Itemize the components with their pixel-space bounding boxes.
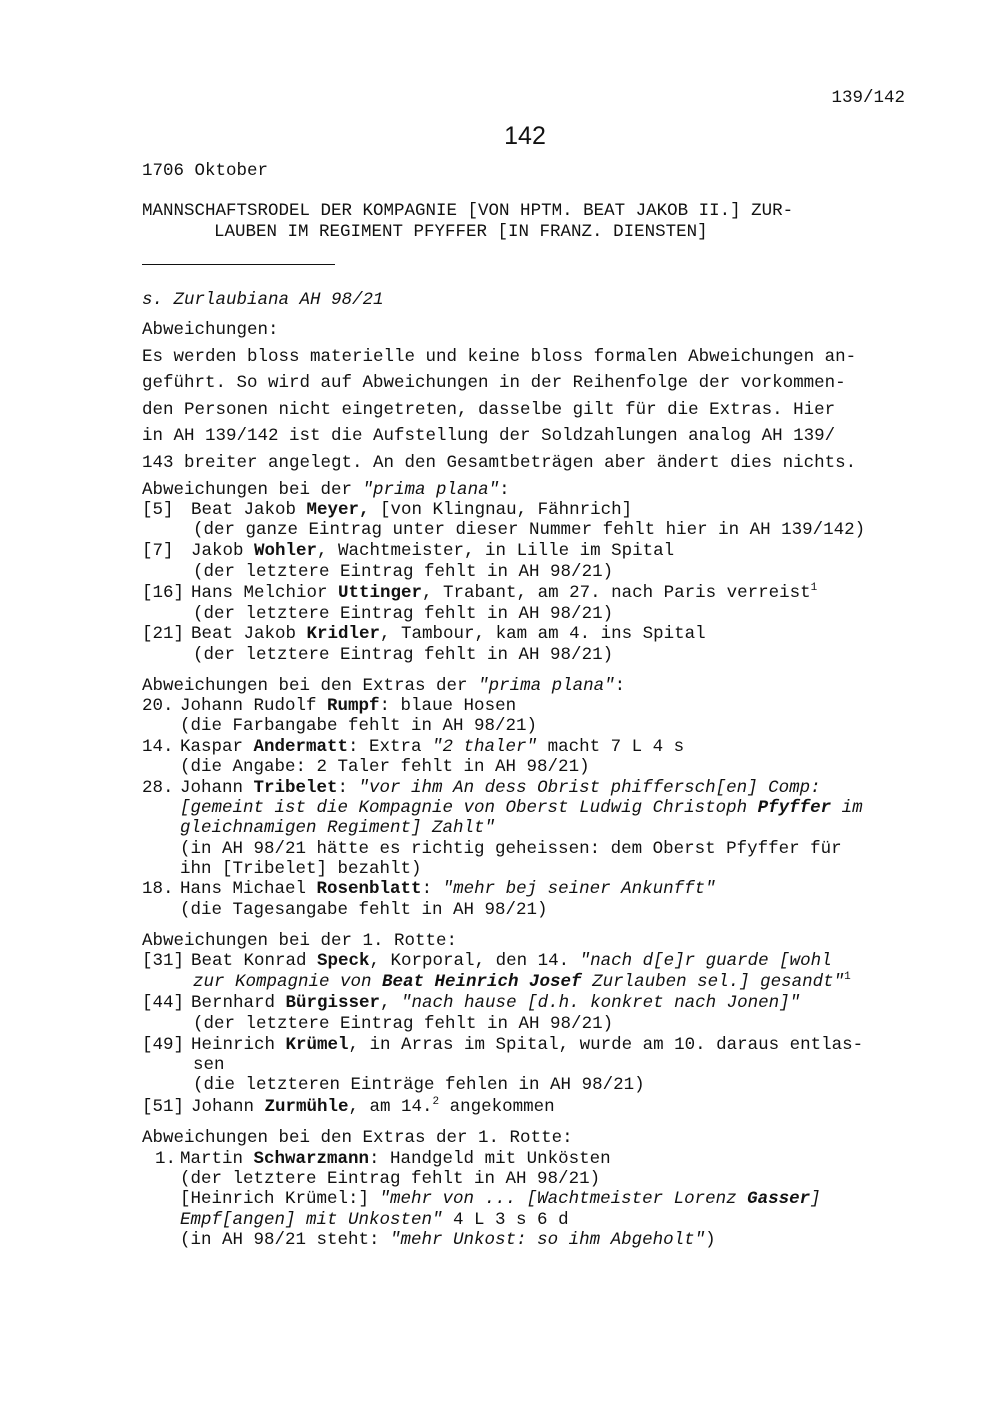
entry-7-note: (der letztere Eintrag fehlt in AH 98/21) xyxy=(193,562,614,582)
intro-line-4: in AH 139/142 ist die Aufstellung der Soldzahlungen analog AH 139/ xyxy=(142,426,836,446)
entry-16: [16] Hans Melchior Uttinger, Trabant, am 27. nach Paris verreist$^1$ xyxy=(142,582,818,603)
extra-entry-1-note: (der letztere Eintrag fehlt in AH 98/21) xyxy=(180,1169,601,1189)
extra-entry-20-note: (die Farbangabe fehlt in AH 98/21) xyxy=(180,716,538,736)
entry-5: [5] Beat Jakob Meyer, [von Klingnau, Fähnrich] xyxy=(142,500,633,520)
section-heading-extras-rotte-1: Abweichungen bei den Extras der 1. Rotte: xyxy=(142,1128,573,1148)
intro-heading: Abweichungen: xyxy=(142,320,279,340)
extra-entry-28-note-1: (in AH 98/21 hätte es richtig geheissen: dem Oberst Pfyffer für xyxy=(180,839,842,859)
extra-entry-20: 20. Johann Rudolf Rumpf: blaue Hosen xyxy=(142,696,517,716)
extra-entry-28-note-2: ihn [Tribelet] bezahlt) xyxy=(180,859,422,879)
entry-49: [49] Heinrich Krümel, in Arras im Spital, wurde am 10. daraus entlas- xyxy=(142,1035,864,1055)
intro-line-3: den Personen nicht eingetreten, dasselbe gilt für die Extras. Hier xyxy=(142,400,836,420)
extra-entry-18-note: (die Tagesangabe fehlt in AH 98/21) xyxy=(180,900,548,920)
extra-entry-1: 1. Martin Schwarzmann: Handgeld mit Unkösten xyxy=(155,1149,611,1169)
entry-21: [21] Beat Jakob Kridler, Tambour, kam am 4. ins Spital xyxy=(142,624,706,644)
section-heading-prima-plana: Abweichungen bei der "prima plana": xyxy=(142,480,510,500)
document-number: 142 xyxy=(504,122,546,150)
section-heading-extras-prima-plana: Abweichungen bei den Extras der "prima plana": xyxy=(142,676,626,696)
document-date: 1706 Oktober xyxy=(142,161,269,181)
document-title-line-1: MANNSCHAFTSRODEL DER KOMPAGNIE [VON HPTM. BEAT JAKOB II.] ZUR- xyxy=(142,201,794,221)
entry-31: [31] Beat Konrad Speck, Korporal, den 14. "nach d[e]r guarde [wohl xyxy=(142,951,832,971)
page-reference: 139/142 xyxy=(831,88,905,108)
extra-entry-28: 28. Johann Tribelet: "vor ihm An dess Obrist phiffersch[en] Comp: xyxy=(142,778,821,798)
extra-entry-1-line-5: (in AH 98/21 steht: "mehr Unkost: so ihm Abgeholt") xyxy=(180,1230,716,1250)
extra-entry-28-quote-2: [gemeint ist die Kompagnie von Oberst Ludwig Christoph Pfyffer im xyxy=(180,798,863,818)
entry-21-note: (der letztere Eintrag fehlt in AH 98/21) xyxy=(193,645,614,665)
entry-16-note: (der letztere Eintrag fehlt in AH 98/21) xyxy=(193,604,614,624)
entry-51: [51] Johann Zurmühle, am 14.$^2$ angekommen xyxy=(142,1096,555,1117)
section-heading-rotte-1: Abweichungen bei der 1. Rotte: xyxy=(142,931,458,951)
intro-line-2: geführt. So wird auf Abweichungen in der Reihenfolge der vorkommen- xyxy=(142,373,846,393)
entry-5-note: (der ganze Eintrag unter dieser Nummer fehlt hier in AH 139/142) xyxy=(193,520,866,540)
extra-entry-14: 14. Kaspar Andermatt: Extra "2 thaler" macht 7 L 4 s xyxy=(142,737,685,757)
entry-44-note: (der letztere Eintrag fehlt in AH 98/21) xyxy=(193,1014,614,1034)
entry-44: [44] Bernhard Bürgisser, "nach hause [d.h. konkret nach Jonen]" xyxy=(142,993,801,1013)
extra-entry-1-line-3: [Heinrich Krümel:] "mehr von ... [Wachtmeister Lorenz Gasser] xyxy=(180,1189,821,1209)
entry-7: [7] Jakob Wohler, Wachtmeister, in Lille im Spital xyxy=(142,541,675,561)
entry-49-note: (die letzteren Einträge fehlen in AH 98/21) xyxy=(193,1075,645,1095)
document-title-line-2: LAUBEN IM REGIMENT PFYFFER [IN FRANZ. DIENSTEN] xyxy=(214,222,708,242)
extra-entry-1-line-4: Empf[angen] mit Unkosten" 4 L 3 s 6 d xyxy=(180,1210,569,1230)
extra-entry-18: 18. Hans Michael Rosenblatt: "mehr bej seiner Ankunfft" xyxy=(142,879,716,899)
intro-line-5: 143 breiter angelegt. An den Gesamtbeträgen aber ändert dies nichts. xyxy=(142,453,857,473)
title-divider xyxy=(142,264,335,265)
entry-49-cont: sen xyxy=(193,1055,225,1075)
entry-31-cont: zur Kompagnie von Beat Heinrich Josef Zurlauben sel.] gesandt"$^1$ xyxy=(193,971,851,992)
source-reference: s. Zurlaubiana AH 98/21 xyxy=(142,290,384,310)
extra-entry-28-quote-3: gleichnamigen Regiment] Zahlt" xyxy=(180,818,496,838)
extra-entry-14-note: (die Angabe: 2 Taler fehlt in AH 98/21) xyxy=(180,757,590,777)
intro-line-1: Es werden bloss materielle und keine bloss formalen Abweichungen an- xyxy=(142,347,857,367)
